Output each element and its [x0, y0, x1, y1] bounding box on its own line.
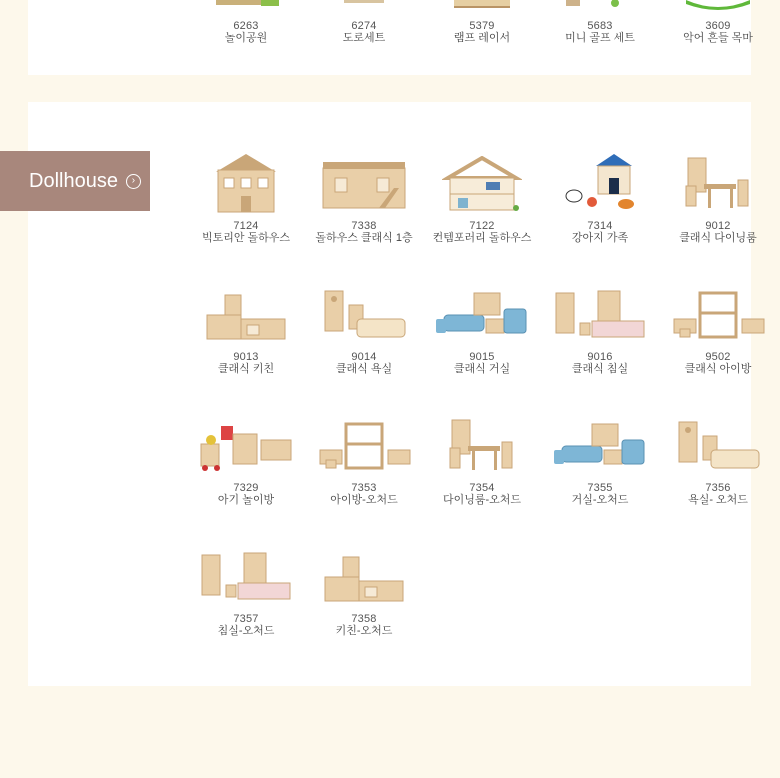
victorian-dollhouse-icon	[197, 138, 295, 214]
product-name: 빅토리안 돌하우스	[201, 232, 291, 244]
product-code: 7354	[469, 482, 495, 494]
crocodile-rocker-icon	[669, 0, 767, 14]
bedroom-icon	[197, 531, 295, 607]
product-code: 7355	[587, 482, 613, 494]
product-name: 클래식 거실	[453, 363, 511, 375]
product-name: 클래식 아이방	[684, 363, 752, 375]
previous-category-panel	[28, 0, 751, 75]
product-name: 강아지 가족	[571, 232, 629, 244]
product-code: 7122	[469, 220, 495, 232]
product-code: 7356	[705, 482, 731, 494]
product-card[interactable]	[423, 269, 541, 400]
dog-family-icon	[551, 138, 649, 214]
chevron-circle-right-icon: ›	[126, 174, 141, 189]
product-name: 컨템포러리 돌하우스	[432, 232, 532, 244]
product-code: 9014	[351, 351, 377, 363]
product-name: 클래식 키친	[217, 363, 275, 375]
product-name: 아이방-오처드	[330, 494, 398, 506]
bedroom-icon	[551, 269, 649, 345]
product-code: 9012	[705, 220, 731, 232]
bathroom-icon	[669, 400, 767, 476]
product-card[interactable]	[187, 531, 305, 662]
product-name: 램프 레이서	[453, 32, 511, 44]
product-card[interactable]	[659, 400, 777, 531]
product-card[interactable]	[541, 138, 659, 269]
product-code: 7338	[351, 220, 377, 232]
dining-room-icon	[433, 400, 531, 476]
amusement-park-icon	[197, 0, 295, 14]
living-room-icon	[433, 269, 531, 345]
product-code: 7314	[587, 220, 613, 232]
product-card[interactable]	[187, 269, 305, 400]
product-card[interactable]	[423, 138, 541, 269]
product-name: 클래식 욕실	[335, 363, 393, 375]
product-name: 키친-오처드	[335, 625, 393, 637]
category-tab-dollhouse[interactable]	[0, 151, 150, 211]
product-name: 아기 놀이방	[217, 494, 275, 506]
product-code: 3609	[705, 20, 731, 32]
dollhouse-product-grid	[187, 138, 777, 662]
product-code: 9016	[587, 351, 613, 363]
ramp-racer-icon	[433, 0, 531, 14]
product-card[interactable]	[187, 0, 305, 45]
product-card[interactable]	[187, 138, 305, 269]
product-code: 7358	[351, 613, 377, 625]
product-code: 9013	[233, 351, 259, 363]
product-name: 도로세트	[342, 32, 386, 44]
product-name: 악어 흔들 목마	[683, 32, 753, 44]
dollhouse-floor-icon	[315, 138, 413, 214]
baby-playroom-icon	[197, 400, 295, 476]
product-name: 클래식 다이닝룸	[679, 232, 757, 244]
product-name: 놀이공원	[224, 32, 268, 44]
product-card[interactable]	[423, 0, 541, 45]
bathroom-icon	[315, 269, 413, 345]
product-card[interactable]	[541, 269, 659, 400]
product-code: 9502	[705, 351, 731, 363]
product-card[interactable]	[187, 400, 305, 531]
product-name: 거실-오처드	[571, 494, 629, 506]
product-card[interactable]	[305, 0, 423, 45]
kitchen-icon	[315, 531, 413, 607]
product-card[interactable]	[659, 138, 777, 269]
product-name: 돌하우스 클래식 1층	[315, 232, 413, 244]
product-name: 침실-오처드	[217, 625, 275, 637]
road-set-icon	[315, 0, 413, 14]
kids-room-icon	[315, 400, 413, 476]
contemporary-dollhouse-icon	[433, 138, 531, 214]
product-card[interactable]	[541, 0, 659, 45]
product-card[interactable]	[659, 0, 777, 45]
product-code: 7124	[233, 220, 259, 232]
product-card[interactable]	[541, 400, 659, 531]
product-code: 7329	[233, 482, 259, 494]
mini-golf-icon	[551, 0, 649, 14]
product-card[interactable]	[305, 138, 423, 269]
product-code: 6274	[351, 20, 377, 32]
product-code: 7357	[233, 613, 259, 625]
product-code: 9015	[469, 351, 495, 363]
living-room-icon	[551, 400, 649, 476]
product-card[interactable]	[423, 400, 541, 531]
product-name: 미니 골프 세트	[565, 32, 635, 44]
product-name: 다이닝룸-오처드	[442, 494, 522, 506]
product-card[interactable]	[305, 400, 423, 531]
product-name: 욕실- 오처드	[688, 494, 748, 506]
dining-room-icon	[669, 138, 767, 214]
product-name: 클래식 침실	[571, 363, 629, 375]
product-card[interactable]	[305, 531, 423, 662]
product-card[interactable]	[305, 269, 423, 400]
product-code: 5379	[469, 20, 495, 32]
previous-product-grid	[187, 0, 777, 45]
category-tab-label: Dollhouse	[29, 169, 118, 192]
product-code: 5683	[587, 20, 613, 32]
kids-room-icon	[669, 269, 767, 345]
kitchen-icon	[197, 269, 295, 345]
product-code: 7353	[351, 482, 377, 494]
product-code: 6263	[233, 20, 259, 32]
product-card[interactable]	[659, 269, 777, 400]
